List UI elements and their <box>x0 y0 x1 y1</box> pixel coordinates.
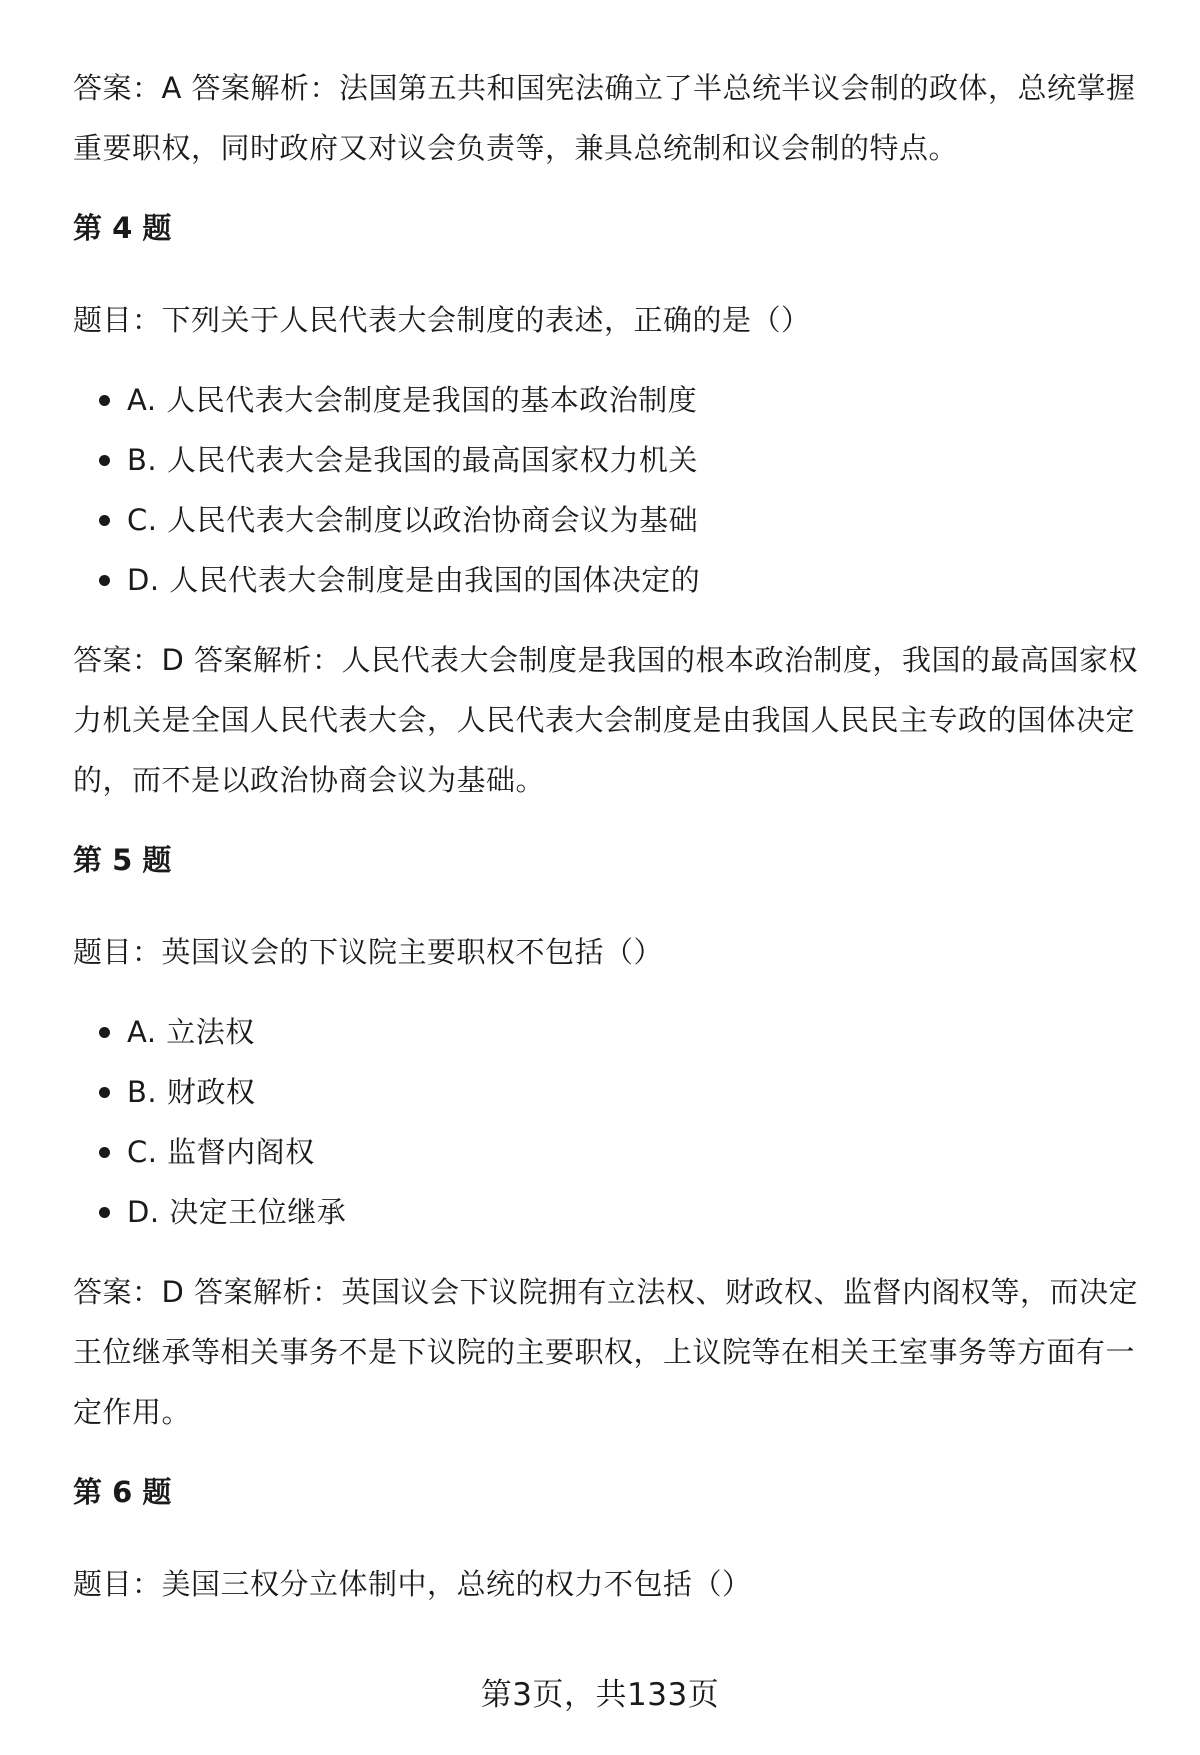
bullet-icon <box>99 515 110 526</box>
q4-options <box>73 370 1141 610</box>
q6-question: 题目：美国三权分立体制中，总统的权力不包括（） <box>73 1567 752 1601</box>
q5-question: 题目：英国议会的下议院主要职权不包括（） <box>73 935 664 969</box>
q4-option-c <box>73 490 1141 550</box>
option-label: D. 决定王位继承 <box>127 1195 347 1229</box>
q6-heading: 第 6 题 <box>73 1475 172 1509</box>
q4-option-a <box>73 370 1141 430</box>
option-label: C. 监督内阁权 <box>127 1135 315 1169</box>
option-label: B. 财政权 <box>127 1075 256 1109</box>
bullet-icon <box>99 395 110 406</box>
option-label: D. 人民代表大会制度是由我国的国体决定的 <box>127 563 701 597</box>
q4-question: 题目：下列关于人民代表大会制度的表述，正确的是（） <box>73 303 811 337</box>
q4-option-d <box>73 550 1141 610</box>
q5-heading: 第 5 题 <box>73 843 172 877</box>
q5-option-a <box>73 1002 1141 1062</box>
q5-option-b <box>73 1062 1141 1122</box>
option-label: A. 立法权 <box>127 1015 255 1049</box>
page-number-footer: 第3页，共133页 <box>480 1677 720 1713</box>
bullet-icon <box>99 1207 110 1218</box>
bullet-icon <box>99 1147 110 1158</box>
bullet-icon <box>99 455 110 466</box>
option-label: A. 人民代表大会制度是我国的基本政治制度 <box>127 383 698 417</box>
q4-answer: 答案：D 答案解析：人民代表大会制度是我国的根本政治制度，我国的最高国家权力机关是全国人民代表大会，人民代表大会制度是由我国人民民主专政的国体决定的，而不是以政治协商会议为基础。 <box>73 643 1139 797</box>
q5-answer: 答案：D 答案解析：英国议会下议院拥有立法权、财政权、监督内阁权等，而决定王位继承等相关事务不是下议院的主要职权，上议院等在相关王室事务等方面有一定作用。 <box>73 1275 1139 1429</box>
option-label: C. 人民代表大会制度以政治协商会议为基础 <box>127 503 699 537</box>
q5-option-c <box>73 1122 1141 1182</box>
q4-heading: 第 4 题 <box>73 211 172 245</box>
bullet-icon <box>99 1087 110 1098</box>
q4-option-b <box>73 430 1141 490</box>
q5-options <box>73 1002 1141 1242</box>
q3-answer: 答案：A 答案解析：法国第五共和国宪法确立了半总统半议会制的政体，总统掌握重要职权，同时政府又对议会负责等，兼具总统制和议会制的特点。 <box>73 71 1136 165</box>
bullet-icon <box>99 1027 110 1038</box>
q5-option-d <box>73 1182 1141 1242</box>
option-label: B. 人民代表大会是我国的最高国家权力机关 <box>127 443 698 477</box>
bullet-icon <box>99 575 110 586</box>
document-page <box>73 58 1141 1614</box>
